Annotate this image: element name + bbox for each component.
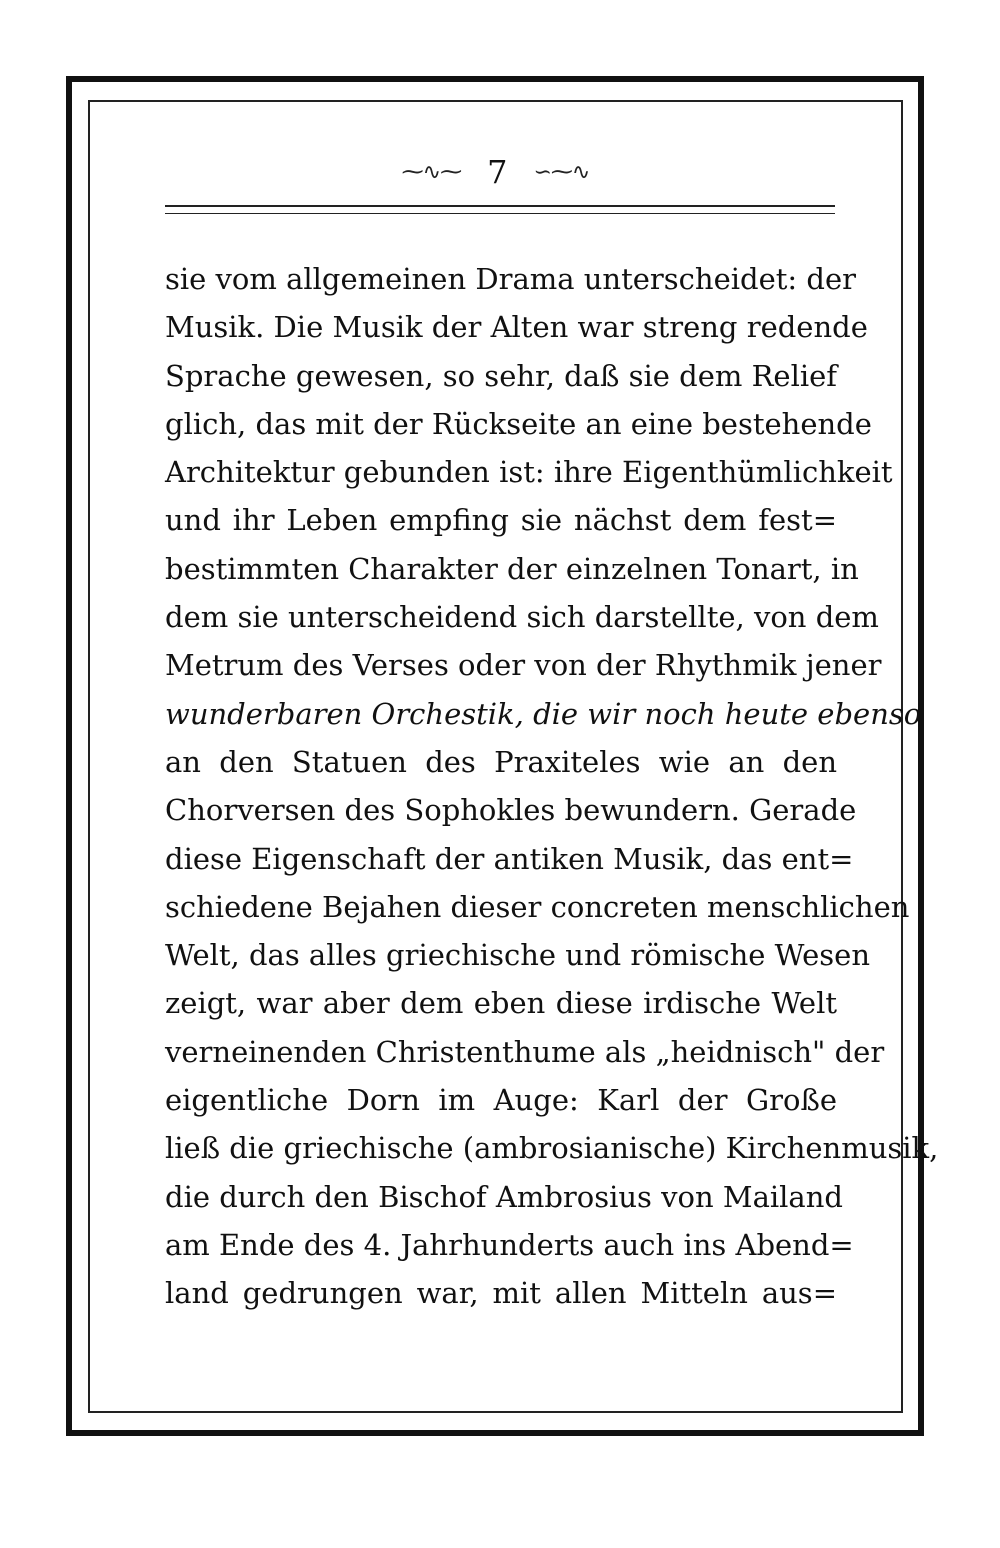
text-line: ließ die griechische (ambrosianische) Kirchenmusik, [165,1131,939,1166]
page-header [88,150,903,194]
header-rule-thick [165,205,835,207]
text-line: die durch den Bischof Ambrosius von Mailand [165,1179,843,1214]
text-line: Musik. Die Musik der Alten war streng redende [165,310,868,345]
text-line: schiedene Bejahen dieser concreten menschlichen [165,889,910,924]
text-line: glich, das mit der Rückseite an eine bestehende [165,406,872,441]
text-line: am Ende des 4. Jahrhunderts auch ins Abend= [165,1227,854,1262]
body-text [165,255,939,1318]
text-line: eigentliche Dorn im Auge: Karl der Große [165,1083,837,1118]
text-line: diese Eigenschaft der antiken Musik, das ent= [165,841,854,876]
text-line: Sprache gewesen, so sehr, daß sie dem Relief [165,358,838,393]
text-line: zeigt, war aber dem eben diese irdische Welt [165,986,837,1021]
page-number: 7 [487,153,508,191]
header-rule-thin [165,213,835,214]
text-line: bestimmten Charakter der einzelnen Tonart, in [165,551,859,586]
text-line: Welt, das alles griechische und römische Wesen [165,938,871,973]
text-line: land gedrungen war, mit allen Mitteln aus= [165,1276,837,1311]
text-line: Metrum des Verses oder von der Rhythmik jener [165,648,882,683]
text-line: Architektur gebunden ist: ihre Eigenthümlichkeit [165,455,893,490]
ornament-right: ∽⁓∿ [533,159,590,185]
text-line: verneinenden Christenthume als „heidnisch" der [165,1034,885,1069]
text-line: wunderbaren Orchestik, die wir noch heute ebenso [165,696,922,731]
text-line: Chorversen des Sophokles bewundern. Gerade [165,793,857,828]
ornament-left: ⁓∿⁓ [401,159,462,185]
text-line: dem sie unterscheidend sich darstellte, von dem [165,600,879,635]
text-line: sie vom allgemeinen Drama unterscheidet: der [165,262,856,296]
text-line: und ihr Leben empfing sie nächst dem fest= [165,503,837,538]
text-line: an den Statuen des Praxiteles wie an den [165,744,837,779]
